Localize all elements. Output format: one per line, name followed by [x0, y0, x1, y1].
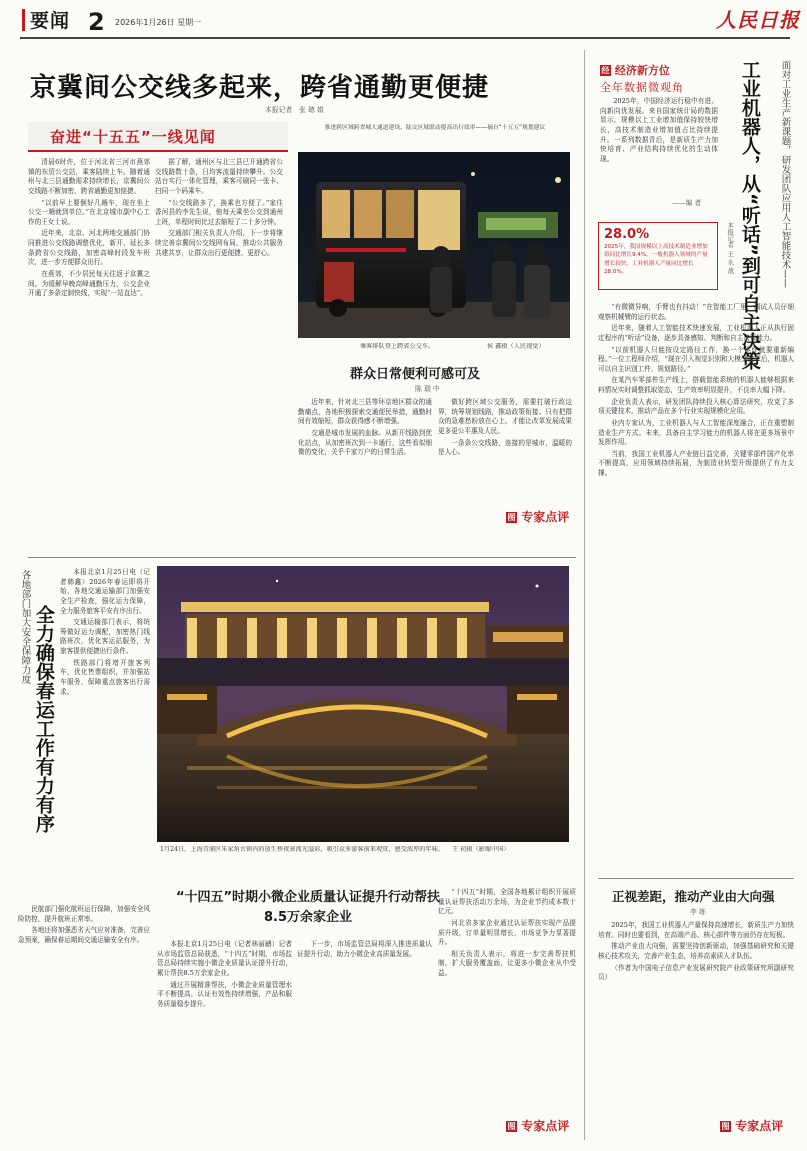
economy-kicker-label: 经济新方位 [614, 64, 670, 77]
badge-icon: 图 [721, 1122, 730, 1131]
lead-byline: 本报记者 张 璁 娟 [265, 106, 324, 114]
commentary-para: 一条条公交线路，连接的是城市，温暖的是人心。 [438, 438, 572, 457]
frontier-badge [506, 1118, 569, 1135]
lead-photo-credit: 侯 鑫摄（人民视觉） [487, 343, 545, 350]
section-name: 要闻 [30, 10, 71, 32]
lead-para: 近年来，北京、河北两地交通部门协同推进公交线路调整优化，新开、延长多条跨省公交线路，加密高峰时段发车班次，进一步方便群众出行。 [28, 229, 150, 267]
lead-divider [28, 557, 576, 558]
robots-para: 在某汽车零部件生产线上，搭载智能系统的机器人能够根据来料情况实时调整抓取姿态，生产效率明显提升，不良率大幅下降。 [598, 376, 794, 394]
spring-para: 铁路部门将增开旅客列车，优化售票组织，并加强站车服务，保障重点旅客出行需求。 [60, 658, 150, 696]
lead-para: “以前早上要倒好几趟车，现在坐上公交一趟就到单位。”在北京城市副中心工作的王女士说。 [28, 198, 150, 226]
robots-comment-body [598, 921, 794, 1111]
right-column-divider [584, 50, 585, 1140]
page-number: 2 [88, 8, 105, 36]
robots-headline: 工业机器人，从“听话”到可自主决策 [738, 60, 761, 370]
bridge-photo [157, 566, 569, 842]
smallbiz-para: 下一步，市场监管总局将深入推进质量认证提升行动，助力小微企业高质量发展。 [297, 940, 432, 958]
robots-badge [720, 1118, 783, 1135]
lead-para: 在燕郊，不少居民每天往返于京冀之间。为缓解早晚高峰通勤压力，公交企业开通了多条定制快线，实现“一站直达”。 [28, 269, 150, 298]
night-bridge-scene [157, 566, 569, 842]
economy-editor: ——编 者 [672, 199, 702, 207]
robots-comment-title: 正视差距，推动产业由大向强 [612, 889, 775, 904]
smallbiz-body-2 [297, 940, 432, 1140]
spring-body-bottom [18, 905, 150, 1135]
lead-para: 据了解，通州区与北三县已开通跨省公交线路数十条，日均客流量持续攀升。公交站台实行一体化管理，乘客可刷同一张卡、扫同一个码乘车。 [155, 158, 283, 195]
frontier-body [438, 888, 576, 1138]
lead-column-1 [28, 158, 150, 556]
robots-para: “以前机器人只能按设定路径工作，换一个零件就要重新编程。”一位工程师介绍，“现在引入视觉识别和大模型技术后，机器人可以自主识别工件、规划路径。” [598, 345, 794, 373]
lead-kicker: 奋进“十五五”一线见闻 [50, 128, 216, 146]
smallbiz-body-1 [157, 940, 292, 1140]
header-bar-left [22, 9, 25, 31]
robots-comment-para: 2025年，我国工业机器人产量保持高速增长，新质生产力加快培育。同时也要看到，在高端产品、核心部件等方面仍存在短板。 [598, 921, 794, 939]
commentary-para: 做好跨区域公交服务，需要打破行政边界，统筹规划线路，推动政策衔接。只有把群众的急难愁盼放在心上，才能让改革发展成果更多更公平惠及人民。 [438, 398, 572, 435]
stat-value: 28.0% [604, 227, 650, 242]
bridge-caption-text: 1月24日，上海青浦区朱家角古镇内的放生桥夜景流光溢彩，吸引众多游客前来观赏，感受浓厚的年味。 [160, 846, 445, 853]
robots-para: 当前，我国工业机器人产业链日益完善，关键零部件国产化率不断提高，应用领域持续拓展，为制造业转型升级提供了有力支撑。 [598, 449, 794, 477]
commentary-para: 近年来，针对北三县等环京地区群众的通勤痛点，各地积极探索交通便民举措，通勤时间有效缩短，群众获得感不断增强。 [298, 398, 432, 426]
badge-icon: 图 [507, 1122, 516, 1131]
commentary-column-2 [438, 398, 572, 506]
lead-photo [298, 152, 570, 338]
spring-para: 交通运输部门表示，将统筹做好运力调配，加密热门线路班次，优化客运站服务，为旅客提供便捷出行条件。 [60, 618, 150, 655]
newspaper-logo: 人民日报 [716, 8, 800, 32]
badge-label: 专家点评 [735, 1119, 784, 1133]
robots-body [598, 303, 794, 867]
page-header [0, 0, 807, 40]
commentary-author: 陈 瑞 中 [415, 385, 440, 393]
lead-photo-caption: 乘客排队登上跨省公交车。 [360, 343, 435, 350]
commentary-title: 群众日常便利可感可及 [350, 367, 481, 382]
spring-body-right [60, 568, 150, 888]
commentary-para: 交通是城市发展的血脉。从新开线路到优化站点，从加密班次到一卡通行，这些看似细微的变化，关乎千家万户的日常生活。 [298, 428, 432, 457]
robots-deck: 面对工业生产新课题，研发团队应用人工智能技术—— [779, 60, 791, 288]
bridge-photo-caption [160, 846, 566, 870]
stat-description: 2025年，我国规模以上高技术制造业增加值同比增长9.4%，一般机器人领域的产量增长较快，工业机器人产量同比增长28.0%。 [604, 244, 708, 276]
spring-para: 本报北京1月25日电（记者韩鑫）2026年春运即将开始，各地交通运输部门加强安全生产检查，强化运力保障，全力服务旅客平安有序出行。 [60, 568, 150, 615]
economy-intro [600, 97, 718, 195]
economy-subtitle: 全年数据微观角 [600, 81, 684, 94]
lead-column-2 [155, 158, 283, 556]
badge-label: 专家点评 [521, 1119, 570, 1133]
robots-para: “有微微异响，手臂也有抖动！”在智能工厂里，调试人员仔细观察机械臂的运行状态。 [598, 303, 794, 321]
header-rule [20, 37, 790, 39]
spring-para: 民航部门强化航班运行保障，加强安全风险防控，提升航班正常率。 [18, 905, 150, 923]
smallbiz-para: 本报北京1月25日电（记者林丽鹂）记者从市场监管总局获悉，“十四五”时期，市场监管总局持续实施小微企业质量认证提升行动，累计帮扶8.5万余家企业。 [157, 940, 292, 977]
bus-night-photo [298, 152, 570, 338]
issue-date: 2026年1月26日 星期一 [115, 18, 202, 27]
lead-headline: 京冀间公交线多起来，跨省通勤更便捷 [30, 73, 490, 103]
robots-para: 企业负责人表示，研发团队持续投入核心算法研究，攻克了多项关键技术，推动产品在多个行业实现规模化应用。 [598, 397, 794, 416]
robots-divider [598, 878, 794, 879]
smallbiz-headline: “十四五”时期小微企业质量认证提升行动帮扶8.5万余家企业 [175, 890, 441, 926]
commentary-badge [506, 509, 569, 526]
badge-label: 专家点评 [521, 510, 570, 524]
frontier-para: “十四五”时期，全国各地累计组织开展质量认证帮扶活动万余场，为企业节约成本数十亿元。 [438, 888, 576, 916]
robots-comment-author: 李 练 [690, 908, 706, 916]
smallbiz-para: 通过开展精准帮扶，小微企业质量管理水平不断提高，认证有效性持续增强，产品和服务质量稳步提升。 [157, 980, 292, 1008]
badge-icon: 图 [507, 513, 516, 522]
robots-comment-para: 推动产业由大向强，需要坚持创新驱动，加强基础研究和关键核心技术攻关，完善产业生态，培养高素质人才队伍。 [598, 942, 794, 960]
robots-para: 近年来，随着人工智能技术快速发展，工业机器人正从执行固定程序的“听话”设备，逐步具备感知、判断和自主决策能力。 [598, 324, 794, 342]
commentary-column-1 [298, 398, 432, 522]
lead-para: 交通部门相关负责人介绍，下一步将继续完善京冀间公交线网布局，推动公共服务共建共享，让群众出行更便捷、更舒心。 [155, 229, 283, 257]
robots-para: 业内专家认为，工业机器人与人工智能深度融合，正在重塑制造业生产方式。未来，具备自主学习能力的机器人将在更多场景中发挥作用。 [598, 418, 794, 447]
lead-para: 清晨6时许，位于河北省三河市燕郊镇的东贸公交站，乘客陆续上车。随着通州与北三县通勤需求持续增长，京冀间公交线路不断加密，跨省通勤更加便捷。 [28, 158, 150, 195]
robots-comment-para: （作者为中国电子信息产业发展研究院产业政策研究所副研究员） [598, 963, 794, 982]
economy-icon: 经 [601, 66, 610, 75]
spring-headline: 全力确保春运工作有力有序 [32, 605, 55, 833]
lead-para: “公交线路多了，换乘也方便了。”家住香河县的李先生说，他每天乘坐公交到通州上班，单程时间比过去缩短了二十多分钟。 [155, 198, 283, 226]
frontier-para: 相关负责人表示，将进一步完善帮扶机制，扩大服务覆盖面，让更多小微企业从中受益。 [438, 949, 576, 977]
lead-photo-title: 推进跨区域跨省城大通道建设，陆交区域联动提高出行效率——摘自“十五五”规划建议 [324, 125, 546, 131]
robots-byline: 本报记者 王 永 战 [726, 222, 735, 274]
frontier-para: 河北省多家企业通过认证帮扶实现产品提质升级，订单量明显增长，市场竞争力显著提升。 [438, 918, 576, 947]
economy-body: 2025年，中国经济运行稳中有进、向新向优发展。来自国家统计局的数据显示，规模以上工业增加值保持较快增长，高技术制造业增加值占比持续提升。一系列数据背后，是新质生产力加快培育、产业结构持续优化的生动体现。 [600, 97, 718, 163]
spring-para: 各地还将加强恶劣天气应对准备，完善应急预案，确保春运期间交通运输安全有序。 [18, 926, 150, 944]
bridge-caption-credit: 王 初摄（影像中国） [452, 846, 510, 853]
economy-kicker [600, 63, 670, 79]
spring-deck: 各地部门加大安全保障力度 [19, 570, 31, 684]
